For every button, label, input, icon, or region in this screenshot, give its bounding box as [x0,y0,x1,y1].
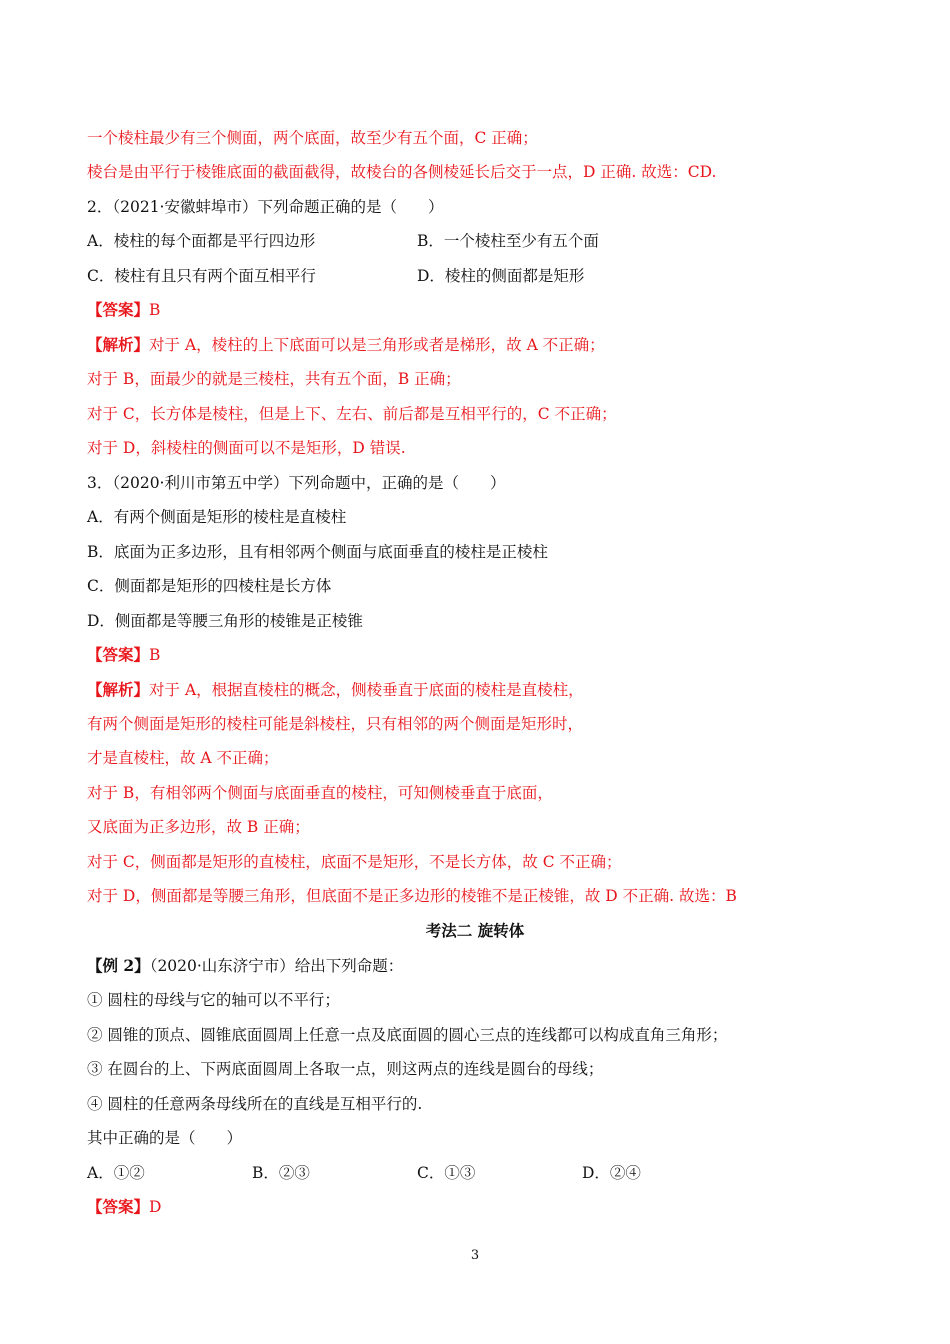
text-line: 对于 C，长方体是棱柱，但是上下、左右、前后都是互相平行的，C 不正确； [87,405,617,423]
option-c: C．棱柱有且只有两个面互相平行 [87,267,316,285]
explanation-line: 【解析】对于 A，棱柱的上下底面可以是三角形或者是梯形，故 A 不正确； [87,335,605,354]
answer-label: 【答案】 [87,645,150,664]
statement-3: ③ 在圆台的上、下两底面圆周上各取一点，则这两点的连线是圆台的母线； [87,1060,604,1078]
answer-value: B [149,646,161,664]
answer-value: B [149,301,161,319]
explanation-label: 【解析】 [87,335,150,354]
statement-4: ④ 圆柱的任意两条母线所在的直线是互相平行的. [87,1095,423,1113]
statement-1: ① 圆柱的母线与它的轴可以不平行； [87,991,340,1009]
option-b: B．底面为正多边形，且有相邻两个侧面与底面垂直的棱柱是正棱柱 [87,543,548,561]
option-d: D．②④ [582,1164,641,1182]
question-prompt: 其中正确的是（ ） [87,1129,243,1147]
question-3: 3．（2020·利川市第五中学）下列命题中，正确的是（ ） [87,474,506,492]
option-c: C．侧面都是矩形的四棱柱是长方体 [87,577,332,595]
text-line: 对于 B，面最少的就是三棱柱，共有五个面，B 正确； [87,370,461,388]
answer-line [87,645,160,665]
option-a: A．棱柱的每个面都是平行四边形 [87,232,316,250]
example-label: 【例 2】 [87,956,150,975]
answer-label: 【答案】 [87,300,150,319]
explanation-label: 【解析】 [87,680,150,699]
page-number: 3 [470,1248,480,1263]
text-line: 对于 D，斜棱柱的侧面可以不是矩形，D 错误. [87,439,406,457]
text-line: 又底面为正多边形，故 B 正确； [87,818,310,836]
option-b: B．一个棱柱至少有五个面 [417,232,599,250]
text-line: 才是直棱柱，故 A 不正确； [87,749,279,767]
text-line: 对于 C，侧面都是矩形的直棱柱，底面不是矩形，不是长方体，故 C 不正确； [87,853,622,871]
text-line: 对于 D，侧面都是等腰三角形，但底面不是正多边形的棱锥不是正棱锥，故 D 不正确. 故选：B [87,887,737,905]
option-b: B．②③ [252,1164,310,1182]
text-line: 棱台是由平行于棱锥底面的截面截得，故棱台的各侧棱延长后交于一点，D 正确. 故选：CD. [87,163,717,181]
statement-2: ② 圆锥的顶点、圆锥底面圆周上任意一点及底面圆的圆心三点的连线都可以构成直角三角形； [87,1026,728,1044]
option-a: A．有两个侧面是矩形的棱柱是直棱柱 [87,508,347,526]
answer-line [87,300,160,320]
section-heading: 考法二 旋转体 [425,922,525,940]
explanation-line: 【解析】对于 A，根据直棱柱的概念，侧棱垂直于底面的棱柱是直棱柱， [87,680,584,699]
answer-line [87,1197,161,1217]
example-2: 【例 2】（2020·山东济宁市）给出下列命题： [87,956,404,975]
text-line: 一个棱柱最少有三个侧面，两个底面，故至少有五个面，C 正确； [87,129,538,147]
option-c: C．①③ [417,1164,476,1182]
question-2: 2．（2021·安徽蚌埠市）下列命题正确的是（ ） [87,198,444,216]
option-a: A．①② [87,1164,145,1182]
text-line: 对于 B，有相邻两个侧面与底面垂直的棱柱，可知侧棱垂直于底面， [87,784,553,802]
option-d: D．侧面都是等腰三角形的棱锥是正棱锥 [87,612,363,630]
answer-label: 【答案】 [87,1197,150,1216]
text-line: 有两个侧面是矩形的棱柱可能是斜棱柱，只有相邻的两个侧面是矩形时， [87,715,584,733]
option-d: D．棱柱的侧面都是矩形 [417,267,585,285]
answer-value: D [149,1198,162,1216]
